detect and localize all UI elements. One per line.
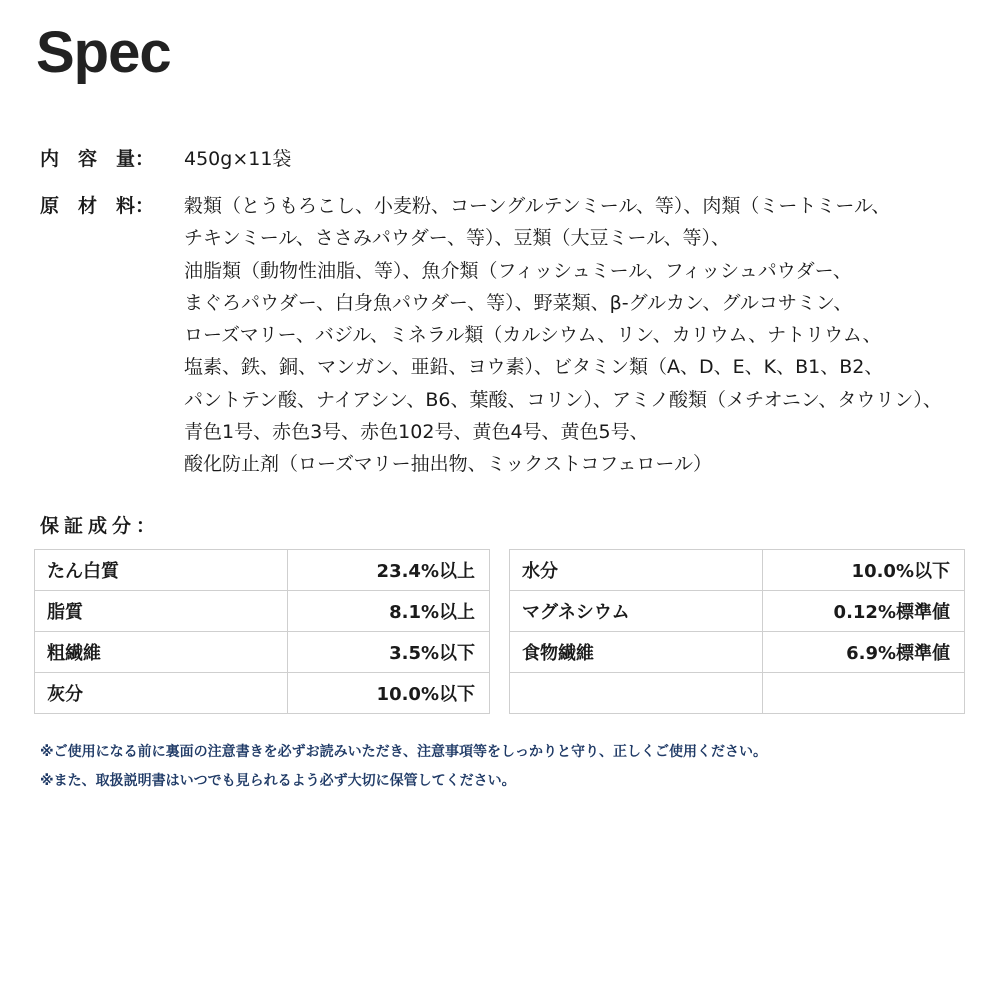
guarantee-label: 保証成分： xyxy=(40,515,161,537)
content-value: 450g×11袋 xyxy=(184,148,292,170)
table-row xyxy=(35,673,490,714)
guarantee-table-left xyxy=(34,549,490,714)
page-title: Spec xyxy=(36,20,171,85)
nutrient-value: 6.9%標準値 xyxy=(763,632,965,673)
nutrient-value xyxy=(763,673,965,714)
table-row xyxy=(510,632,965,673)
ingredients-line: パントテン酸、ナイアシン、B6、葉酸、コリン）、アミノ酸類（メチオニン、タウリン）、 xyxy=(184,388,942,411)
nutrient-value: 10.0%以下 xyxy=(288,673,490,714)
ingredients-line: 穀類（とうもろこし、小麦粉、コーングルテンミール、等）、肉類（ミートミール、 xyxy=(184,195,891,217)
ingredients-line: チキンミール、ささみパウダー、等）、豆類（大豆ミール、等）、 xyxy=(184,227,731,250)
ingredients-line: 青色1号、赤色3号、赤色102号、黄色4号、黄色5号、 xyxy=(184,421,649,444)
table-row xyxy=(510,673,965,714)
nutrient-value: 0.12%標準値 xyxy=(763,591,965,632)
ingredients-line: まぐろパウダー、白身魚パウダー、等）、野菜類、β-グルカン、グルコサミン、 xyxy=(184,291,853,314)
table-row xyxy=(35,591,490,632)
content-label: 内 容 量： xyxy=(40,148,155,170)
nutrient-value: 23.4%以上 xyxy=(288,550,490,591)
nutrient-name: マグネシウム xyxy=(510,591,763,632)
nutrient-name: 粗繊維 xyxy=(35,632,288,673)
nutrient-value: 3.5%以下 xyxy=(288,632,490,673)
note-storage: ※また、取扱説明書はいつでも見られるよう必ず大切に保管してください。 xyxy=(40,773,516,789)
nutrient-value: 8.1%以上 xyxy=(288,591,490,632)
guarantee-table-right xyxy=(509,549,965,714)
nutrient-name xyxy=(510,673,763,714)
ingredients-line: ローズマリー、バジル、ミネラル類（カルシウム、リン、カリウム、ナトリウム、 xyxy=(184,324,882,347)
nutrient-name: たん白質 xyxy=(35,550,288,591)
table-row xyxy=(510,591,965,632)
ingredients-line: 塩素、鉄、銅、マンガン、亜鉛、ヨウ素）、ビタミン類（A、D、E、K、B1、B2、 xyxy=(184,356,884,379)
table-row xyxy=(35,550,490,591)
table-row xyxy=(35,632,490,673)
ingredients-label: 原 材 料： xyxy=(40,195,155,217)
ingredients-line: 油脂類（動物性油脂、等）、魚介類（フィッシュミール、フィッシュパウダー、 xyxy=(184,259,852,282)
table-row xyxy=(510,550,965,591)
nutrient-name: 食物繊維 xyxy=(510,632,763,673)
ingredients-line: 酸化防止剤（ローズマリー抽出物、ミックストコフェロール） xyxy=(184,453,713,476)
nutrient-value: 10.0%以下 xyxy=(763,550,965,591)
nutrient-name: 灰分 xyxy=(35,673,288,714)
notes xyxy=(40,738,767,796)
nutrient-name: 水分 xyxy=(510,550,763,591)
note-usage: ※ご使用になる前に裏面の注意書きを必ずお読みいただき、注意事項等をしっかりと守り、正しくご使用ください。 xyxy=(40,744,768,760)
nutrient-name: 脂質 xyxy=(35,591,288,632)
ingredients-value xyxy=(184,190,942,481)
